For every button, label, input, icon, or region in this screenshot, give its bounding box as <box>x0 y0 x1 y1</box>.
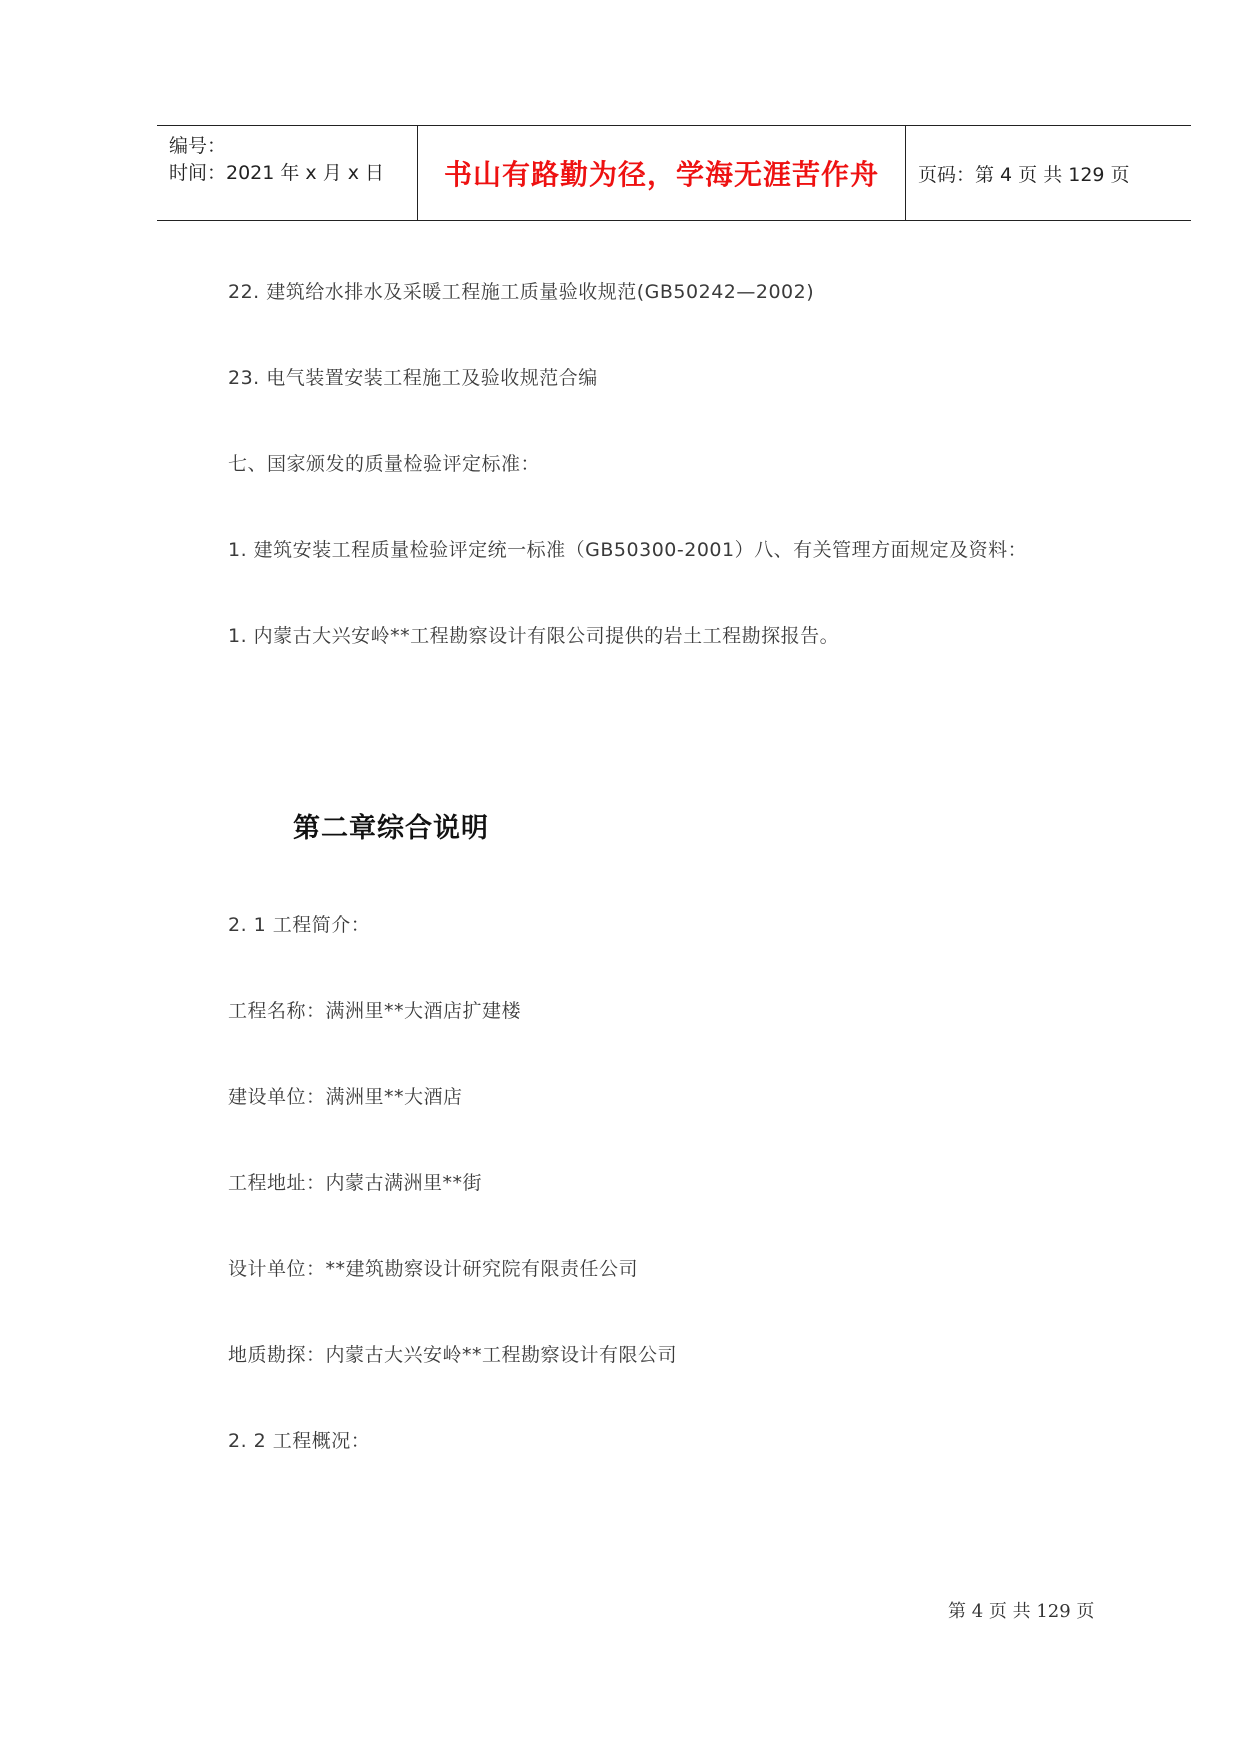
section-2-1-heading: 2. 1 工程简介： <box>228 914 371 936</box>
chapter-title: 第二章综合说明 <box>293 813 489 844</box>
paragraph-standard-1: 1. 建筑安装工程质量检验评定统一标准（GB50300-2001）八、有关管理方面规定及资料： <box>228 539 1028 561</box>
header-page-info: 页码：第 4 页 共 129 页 <box>918 163 1130 186</box>
section-2-2-heading: 2. 2 工程概况： <box>228 1430 371 1452</box>
design-unit: 设计单位：**建筑勘察设计研究院有限责任公司 <box>228 1258 639 1280</box>
header-motto: 书山有路勤为径，学海无涯苦作舟 <box>443 158 879 191</box>
paragraph-section-7: 七、国家颁发的质量检验评定标准： <box>228 453 541 475</box>
geological-survey: 地质勘探：内蒙古大兴安岭**工程勘察设计有限公司 <box>228 1344 678 1366</box>
paragraph-report-1: 1. 内蒙古大兴安岭**工程勘察设计有限公司提供的岩土工程勘探报告。 <box>228 625 840 647</box>
page-footer: 第 4 页 共 129 页 <box>948 1601 1095 1622</box>
project-name: 工程名称：满洲里**大酒店扩建楼 <box>228 1000 522 1022</box>
construction-unit: 建设单位：满洲里**大酒店 <box>228 1086 463 1108</box>
header-motto-cell <box>417 126 906 220</box>
page-header <box>157 125 1191 221</box>
document-number-label: 编号： <box>169 135 227 157</box>
header-info-cell <box>157 126 417 220</box>
document-time-label: 时间：2021 年 x 月 x 日 <box>169 162 385 184</box>
header-page-cell <box>906 126 1191 220</box>
project-address: 工程地址：内蒙古满洲里**街 <box>228 1172 483 1194</box>
paragraph-23: 23. 电气装置安装工程施工及验收规范合编 <box>228 367 598 389</box>
paragraph-22: 22. 建筑给水排水及采暖工程施工质量验收规范(GB50242—2002) <box>228 281 815 303</box>
